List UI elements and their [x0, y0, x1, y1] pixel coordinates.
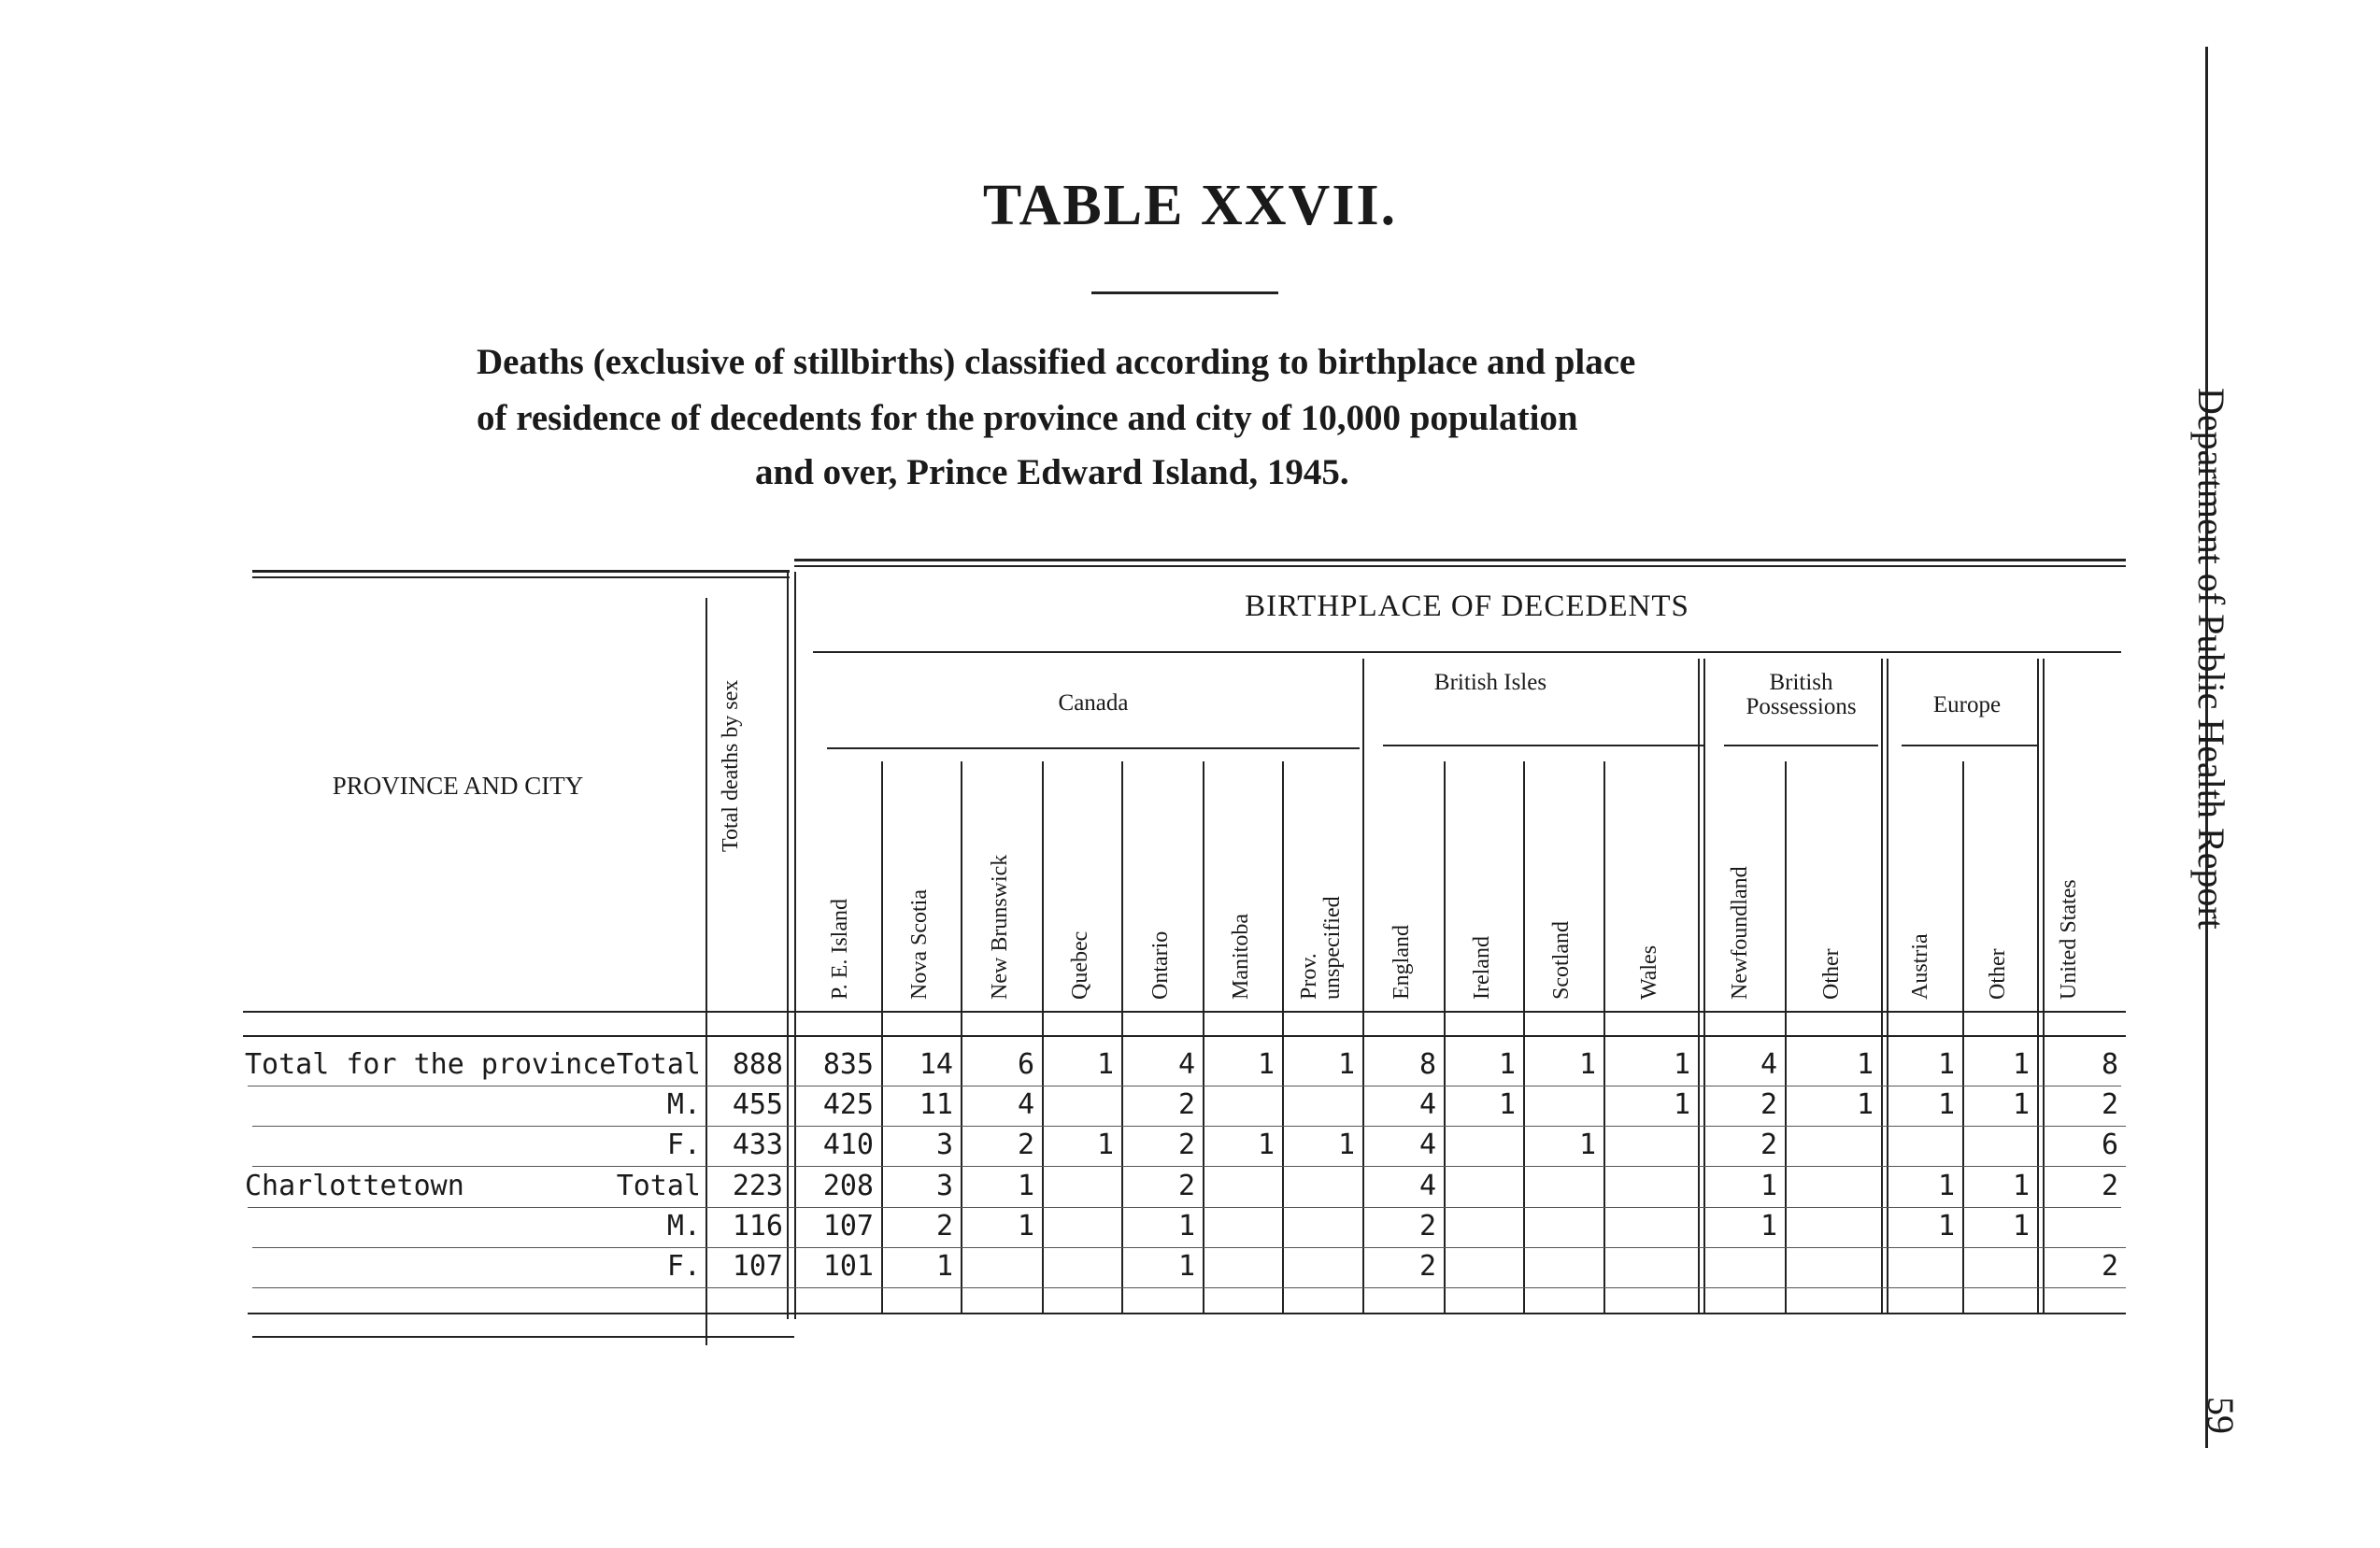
table-row — [0, 1129, 2380, 1166]
row-rule — [252, 1126, 2126, 1127]
table-cell: 1 — [1937, 1170, 1955, 1202]
table-row — [0, 1170, 2380, 1207]
table-cell: 1 — [1937, 1088, 1955, 1121]
row-rule — [252, 1247, 2126, 1248]
group-british-possessions: British Possessions — [1746, 670, 1857, 720]
top-rule-right — [794, 559, 2126, 561]
column-header: Quebec — [1067, 930, 1092, 1000]
table-row — [0, 1048, 2380, 1086]
subtitle-line-3: and over, Prince Edward Island, 1945. — [755, 452, 1349, 492]
table-cell: 1 — [1257, 1129, 1275, 1161]
header-bottom-rule — [243, 1011, 2126, 1013]
table-cell: 1 — [1856, 1048, 1874, 1081]
table-cell: 2 — [1760, 1129, 1777, 1161]
row-sex: Total — [616, 1170, 701, 1202]
row-rule — [252, 1287, 2126, 1288]
table-cell: 1 — [1017, 1170, 1034, 1202]
table-cell: 1 — [1498, 1048, 1516, 1081]
column-header: Manitoba — [1228, 914, 1253, 1000]
table-cell: 2 — [1418, 1250, 1436, 1283]
table-cell: 410 — [822, 1129, 874, 1161]
table-cell: 1 — [1337, 1048, 1355, 1081]
birthplace-spanner: BIRTHPLACE OF DECEDENTS — [1245, 589, 1689, 623]
table-cell: 1 — [1856, 1088, 1874, 1121]
row-rule — [252, 1166, 2126, 1167]
spanner-rule — [813, 651, 2121, 653]
table-cell: 4 — [1017, 1088, 1034, 1121]
table-cell: 1 — [1096, 1129, 1114, 1161]
table-cell: 425 — [822, 1088, 874, 1121]
table-row — [0, 1250, 2380, 1287]
column-header: Scotland — [1549, 921, 1574, 1000]
table-cell: 1 — [1937, 1048, 1955, 1081]
column-header: Wales — [1636, 944, 1661, 1000]
top-rule-right-2 — [794, 565, 2126, 567]
column-header: Austria — [1907, 933, 1932, 1000]
row-total: 223 — [732, 1170, 783, 1202]
group-rule-british-possessions — [1724, 745, 1878, 746]
top-rule-left-2 — [252, 576, 790, 578]
table-cell: 1 — [1337, 1129, 1355, 1161]
table-cell: 2 — [1177, 1170, 1195, 1202]
row-sex: Total — [616, 1048, 701, 1081]
row-total: 433 — [732, 1129, 783, 1161]
table-cell: 1 — [1673, 1048, 1690, 1081]
table-cell: 835 — [822, 1048, 874, 1081]
group-canada: Canada — [1058, 690, 1129, 716]
title-rule — [1091, 291, 1278, 294]
table-cell: 4 — [1418, 1129, 1436, 1161]
row-total: 455 — [732, 1088, 783, 1121]
row-rule — [248, 1207, 2121, 1208]
column-header: Prov. unspecified — [1297, 896, 1346, 1000]
table-base-rule — [252, 1336, 794, 1338]
table-cell: 1 — [935, 1250, 953, 1283]
group-british-isles: British Isles — [1433, 670, 1547, 695]
table-cell: 6 — [2101, 1129, 2118, 1161]
table-cell: 1 — [2012, 1088, 2030, 1121]
group-rule-europe — [1902, 745, 2037, 746]
table-cell: 1 — [1578, 1048, 1596, 1081]
table-title: TABLE XXVII. — [982, 174, 1398, 237]
stub-header: PROVINCE AND CITY — [332, 772, 584, 800]
table-cell: 1 — [1578, 1129, 1596, 1161]
group-rule-canada — [827, 747, 1360, 749]
table-cell: 4 — [1177, 1048, 1195, 1081]
table-cell: 3 — [935, 1129, 953, 1161]
page-number: 59 — [2200, 1397, 2242, 1434]
total-deaths-header: Total deaths by sex — [719, 679, 743, 852]
column-header: Ontario — [1147, 930, 1173, 1000]
table-cell: 101 — [822, 1250, 874, 1283]
table-cell: 107 — [822, 1210, 874, 1243]
table-cell: 208 — [822, 1170, 874, 1202]
table-cell: 1 — [2012, 1048, 2030, 1081]
body-bottom-rule — [248, 1313, 2126, 1314]
group-rule-british-isles — [1383, 745, 1705, 746]
row-total: 116 — [732, 1210, 783, 1243]
table-cell: 1 — [1017, 1210, 1034, 1243]
table-cell: 4 — [1760, 1048, 1777, 1081]
table-cell: 1 — [1673, 1088, 1690, 1121]
table-cell: 3 — [935, 1170, 953, 1202]
table-cell: 1 — [1760, 1210, 1777, 1243]
table-row — [0, 1210, 2380, 1247]
row-total: 888 — [732, 1048, 783, 1081]
column-header: England — [1389, 925, 1414, 1000]
table-cell: 8 — [1418, 1048, 1436, 1081]
column-header: P. E. Island — [827, 899, 852, 1000]
table-cell: 2 — [1177, 1088, 1195, 1121]
subtitle-line-2: of residence of decedents for the province and city of 10,000 population — [477, 398, 1578, 438]
table-row — [0, 1088, 2380, 1126]
table-cell: 4 — [1418, 1170, 1436, 1202]
table-cell: 1 — [1177, 1250, 1195, 1283]
table-cell: 1 — [2012, 1210, 2030, 1243]
row-place: Charlottetown — [245, 1170, 464, 1202]
table-cell: 2 — [1760, 1088, 1777, 1121]
row-place: Total for the province — [245, 1048, 617, 1081]
column-header: Newfoundland — [1727, 866, 1752, 1000]
table-cell: 1 — [1498, 1088, 1516, 1121]
body-top-rule — [243, 1035, 2126, 1037]
row-sex: M. — [666, 1088, 701, 1121]
table-cell: 1 — [1096, 1048, 1114, 1081]
column-header: New Brunswick — [987, 854, 1012, 1000]
column-header: Other — [1818, 948, 1844, 1000]
table-cell: 4 — [1418, 1088, 1436, 1121]
column-header: Ireland — [1469, 936, 1494, 1000]
table-cell: 2 — [1017, 1129, 1034, 1161]
table-cell: 1 — [1257, 1048, 1275, 1081]
table-cell: 1 — [1760, 1170, 1777, 1202]
table-cell: 6 — [1017, 1048, 1034, 1081]
table-cell: 1 — [2012, 1170, 2030, 1202]
row-sex: M. — [666, 1210, 701, 1243]
table-cell: 2 — [935, 1210, 953, 1243]
table-cell: 2 — [1177, 1129, 1195, 1161]
table-cell: 1 — [1177, 1210, 1195, 1243]
group-europe: Europe — [1932, 692, 2002, 717]
row-sex: F. — [666, 1129, 701, 1161]
table-cell: 11 — [919, 1088, 953, 1121]
subtitle-line-1: Deaths (exclusive of stillbirths) classified according to birthplace and place — [477, 342, 1636, 382]
running-head: Department of Public Health Report — [2190, 388, 2232, 930]
top-rule-left — [252, 570, 790, 573]
table-cell: 2 — [2101, 1170, 2118, 1202]
column-header: Other — [1986, 948, 2010, 1000]
table-cell: 1 — [1937, 1210, 1955, 1243]
column-header: Nova Scotia — [906, 889, 932, 1000]
row-total: 107 — [732, 1250, 783, 1283]
table-cell: 8 — [2101, 1048, 2118, 1081]
row-sex: F. — [666, 1250, 701, 1283]
table-cell: 2 — [2101, 1250, 2118, 1283]
table-cell: 2 — [2101, 1088, 2118, 1121]
column-header: United States — [2056, 879, 2081, 1000]
table-cell: 2 — [1418, 1210, 1436, 1243]
table-cell: 14 — [919, 1048, 953, 1081]
